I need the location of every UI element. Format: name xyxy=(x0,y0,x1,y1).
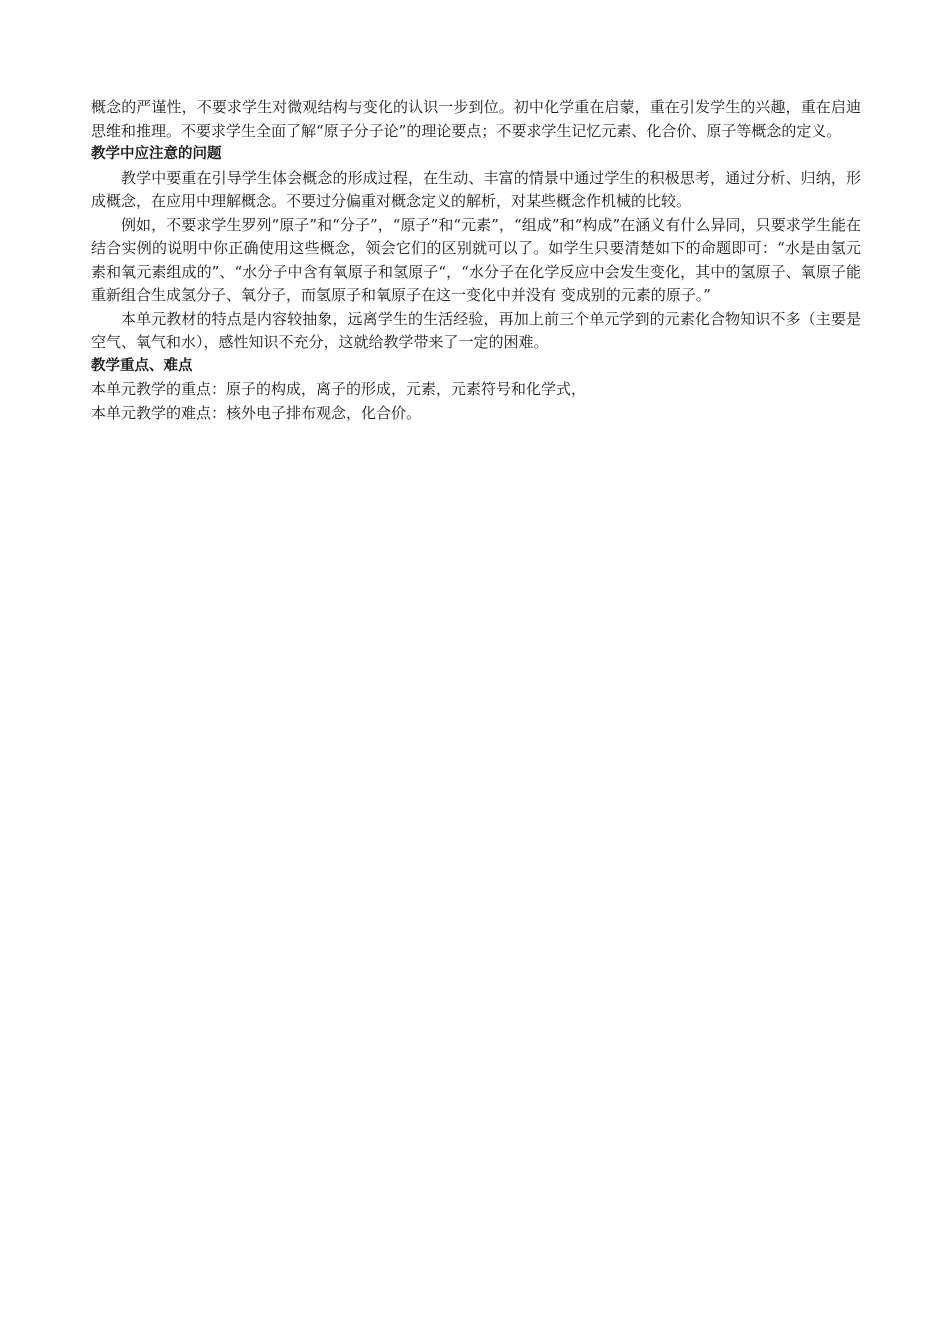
paragraph-difficult-point: 本单元教学的难点：核外电子排布观念，化合价。 xyxy=(91,403,422,422)
paragraph-intro-continuation: 概念的严谨性，不要求学生对微观结构与变化的认识一步到位。初中化学重在启蒙，重在引发学生的兴趣，重在启迪思维和推理。不要求学生全面了解“原子分子论”的理论要点；不要求学生记忆元素、化合价、原子等概念的定义。 xyxy=(91,98,861,140)
section-heading-teaching-notes: 教学中应注意的问题 xyxy=(91,146,222,162)
paragraph-key-point: 本单元教学的重点：原子的构成，离子的形成，元素，元素符号和化学式， xyxy=(91,380,587,398)
section-heading-key-points: 教学重点、难点 xyxy=(91,357,193,374)
paragraph-teaching-guidance: 教学中要重在引导学生体会概念的形成过程，在生动、丰富的情景中通过学生的积极思考，通过分析、归纳，形成概念，在应用中理解概念。不要过分偏重对概念定义的解析，对某些概念作机械的比较。 xyxy=(91,168,861,210)
document-body xyxy=(91,96,861,425)
paragraph-example: 例如，不要求学生罗列“原子”和“分子”，“原子”和“元素”，“组成”和“构成”在涵义有什么异同，只要求学生能在结合实例的说明中你正确使用这些概念，领会它们的区别就可以了。如学生只要清楚如下的命题即可：“水是由氢元素和氧元素组成的”、“水分子中含有氧原子和氢原子“，“水分子在化学反应中会发生变化，其中的氢原子、氧原子能重新组合生成氢分子、氧分子，而氢原子和氧原子在这一变化中并没有 变成别的元素的原子。” xyxy=(91,215,861,304)
paragraph-unit-characteristics: 本单元教材的特点是内容较抽象，远离学生的生活经验，再加上前三个单元学到的元素化合物知识不多（主要是空气、氧气和水），感性知识不充分，这就给教学带来了一定的困难。 xyxy=(91,309,861,351)
